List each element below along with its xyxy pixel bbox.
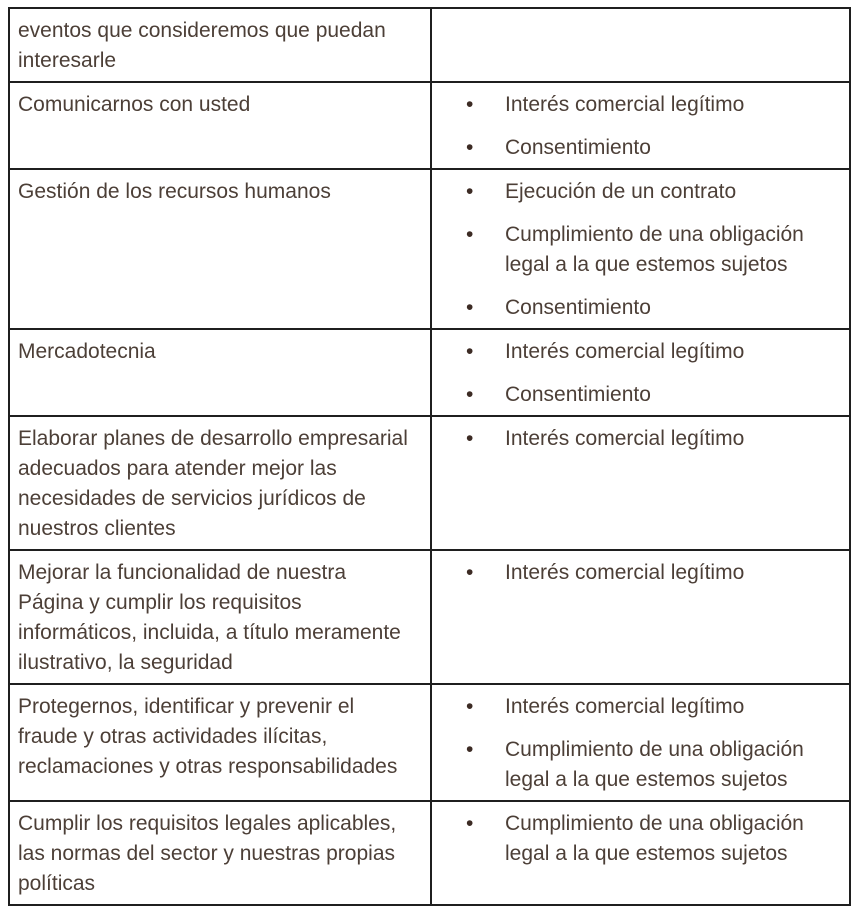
table-row	[9, 550, 850, 684]
legal-basis-line: Consentimiento	[505, 136, 651, 159]
legal-basis-text	[505, 177, 841, 207]
legal-bases-table	[8, 7, 851, 906]
purpose-line: reclamaciones y otras responsabilidades	[18, 755, 398, 778]
purpose-line: adecuados para atender mejor las	[18, 457, 337, 480]
purpose-line: políticas	[18, 872, 96, 895]
purpose-cell	[9, 550, 431, 684]
legal-basis-item	[434, 220, 841, 280]
table-row	[9, 801, 850, 905]
legal-basis-line: Consentimiento	[505, 296, 651, 319]
legal-basis-text	[505, 692, 841, 722]
legal-basis-text	[505, 424, 841, 454]
legal-basis-text	[505, 293, 841, 323]
legal-basis-text	[505, 133, 841, 163]
purpose-line: Protegernos, identificar y prevenir el	[18, 695, 355, 718]
legal-basis-line: Cumplimiento de una obligación	[505, 812, 804, 835]
table-row	[9, 82, 850, 169]
purpose-line: interesarle	[18, 49, 117, 72]
bullet-icon: •	[466, 340, 474, 363]
legal-basis-item	[434, 293, 841, 323]
purpose-line: Elaborar planes de desarrollo empresarial	[18, 427, 408, 450]
legal-basis-item	[434, 380, 841, 410]
purpose-line: Cumplir los requisitos legales aplicables,	[18, 812, 397, 835]
legal-basis-text	[505, 337, 841, 367]
legal-basis-item	[434, 177, 841, 207]
purpose-line: nuestros clientes	[18, 517, 176, 540]
legal-basis-line: Interés comercial legítimo	[505, 561, 745, 584]
legal-basis-item	[434, 133, 841, 163]
legal-basis-text	[505, 735, 841, 795]
table-body	[9, 8, 850, 905]
purpose-line: Comunicarnos con usted	[18, 93, 251, 116]
purpose-line: ilustrativo, la seguridad	[18, 651, 233, 674]
legal-basis-item	[434, 424, 841, 454]
legal-basis-text	[505, 220, 841, 280]
bullet-icon: •	[466, 561, 474, 584]
table-row	[9, 329, 850, 416]
legal-basis-text	[505, 558, 841, 588]
legal-basis-line: Cumplimiento de una obligación	[505, 738, 804, 761]
purpose-cell	[9, 82, 431, 169]
legal-basis-item	[434, 90, 841, 120]
purpose-cell	[9, 801, 431, 905]
purpose-cell	[9, 169, 431, 329]
legal-basis-line: legal a la que estemos sujetos	[505, 842, 788, 865]
purpose-line: Gestión de los recursos humanos	[18, 180, 331, 203]
legal-basis-cell	[431, 169, 850, 329]
table-row	[9, 416, 850, 550]
purpose-line: eventos que consideremos que puedan	[18, 19, 386, 42]
bullet-icon: •	[466, 93, 474, 116]
purpose-cell	[9, 329, 431, 416]
legal-basis-cell	[431, 416, 850, 550]
legal-basis-item	[434, 735, 841, 795]
legal-basis-item	[434, 337, 841, 367]
legal-basis-line: legal a la que estemos sujetos	[505, 253, 788, 276]
legal-basis-text	[505, 809, 841, 869]
bullet-icon: •	[466, 223, 474, 246]
legal-basis-line: Interés comercial legítimo	[505, 93, 745, 116]
purpose-line: fraude y otras actividades ilícitas,	[18, 725, 328, 748]
legal-basis-line: legal a la que estemos sujetos	[505, 768, 788, 791]
legal-basis-text	[505, 380, 841, 410]
bullet-icon: •	[466, 812, 474, 835]
purpose-cell	[9, 416, 431, 550]
bullet-icon: •	[466, 136, 474, 159]
legal-basis-line: Ejecución de un contrato	[505, 180, 737, 203]
purpose-cell	[9, 8, 431, 82]
legal-basis-cell	[431, 684, 850, 801]
legal-basis-cell	[431, 8, 850, 82]
legal-basis-item	[434, 558, 841, 588]
table-row	[9, 169, 850, 329]
purpose-line: informáticos, incluida, a título meramente	[18, 621, 401, 644]
legal-basis-item	[434, 809, 841, 869]
purpose-line: las normas del sector y nuestras propias	[18, 842, 396, 865]
legal-basis-item	[434, 692, 841, 722]
bullet-icon: •	[466, 695, 474, 718]
bullet-icon: •	[466, 296, 474, 319]
purpose-cell	[9, 684, 431, 801]
purpose-line: Mejorar la funcionalidad de nuestra	[18, 561, 347, 584]
purpose-line: Mercadotecnia	[18, 340, 156, 363]
table-row	[9, 684, 850, 801]
legal-basis-line: Cumplimiento de una obligación	[505, 223, 804, 246]
legal-basis-line: Interés comercial legítimo	[505, 695, 745, 718]
legal-basis-cell	[431, 550, 850, 684]
legal-basis-cell	[431, 801, 850, 905]
bullet-icon: •	[466, 383, 474, 406]
bullet-icon: •	[466, 738, 474, 761]
legal-basis-line: Consentimiento	[505, 383, 651, 406]
legal-basis-text	[505, 90, 841, 120]
purpose-line: necesidades de servicios jurídicos de	[18, 487, 366, 510]
table-row	[9, 8, 850, 82]
legal-basis-line: Interés comercial legítimo	[505, 340, 745, 363]
legal-basis-cell	[431, 329, 850, 416]
bullet-icon: •	[466, 427, 474, 450]
legal-basis-cell	[431, 82, 850, 169]
bullet-icon: •	[466, 180, 474, 203]
legal-basis-line: Interés comercial legítimo	[505, 427, 745, 450]
purpose-line: Página y cumplir los requisitos	[18, 591, 302, 614]
